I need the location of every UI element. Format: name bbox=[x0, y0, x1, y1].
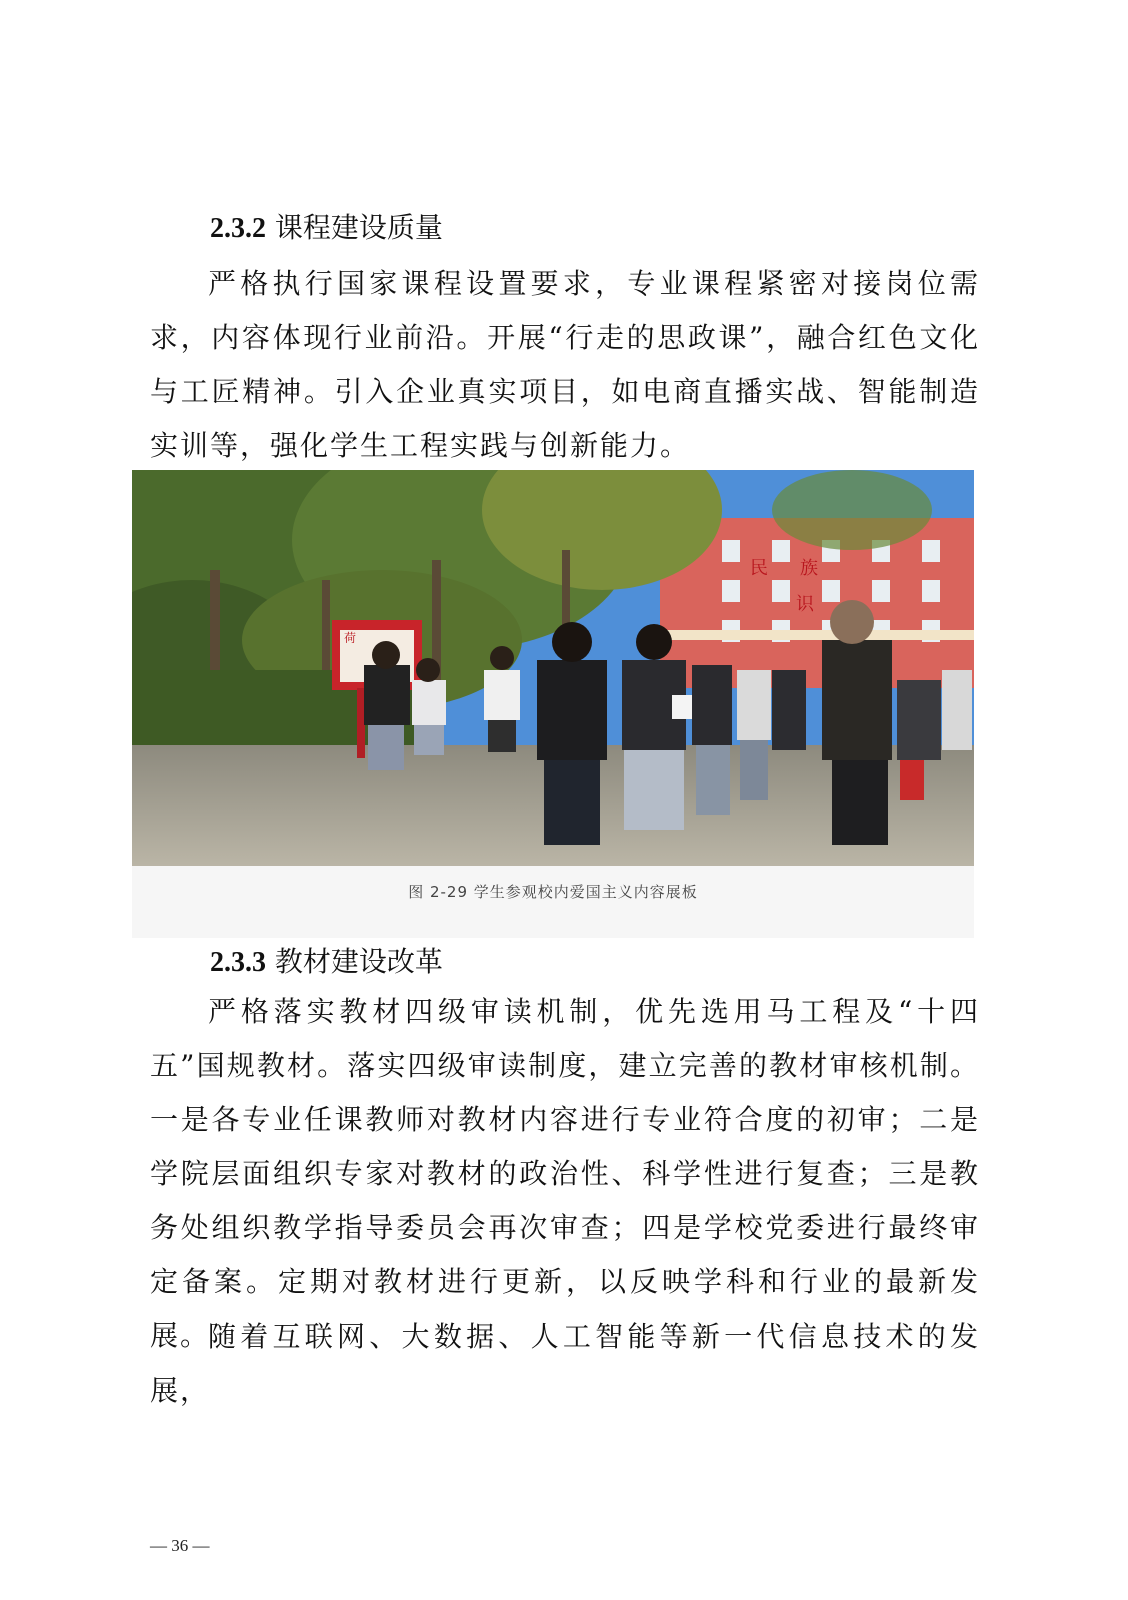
section-heading-2-3-3 bbox=[210, 942, 443, 983]
paragraph-textbook-reform: 严格落实教材四级审读机制，优先选用马工程及“十四五”国规教材。落实四级审读制度，建立完善的教材审核机制。一是各专业任课教师对教材内容进行专业符合度的初审；二是学院层面组织专家对教材的政治性、科学性进行复查；三是教务处组织教学指导委员会再次审查；四是学校党委进行最终审定备案。定期对教材进行更新，以反映学科和行业的最新发展。 bbox=[150, 995, 980, 1352]
section-number: 2.3.2 bbox=[210, 213, 266, 244]
photo-students-visiting-display-board bbox=[132, 470, 974, 866]
paragraph-it-development: 随着互联网、大数据、人工智能等新一代信息技术的发展， bbox=[150, 1320, 980, 1407]
banner-char-3: 识 bbox=[796, 594, 814, 615]
section-title: 课程建设质量 bbox=[274, 211, 443, 244]
figure-caption: 图 2-29 学生参观校内爱国主义内容展板 bbox=[408, 883, 698, 901]
figure-2-29 bbox=[132, 470, 974, 938]
banner-char-2: 族 bbox=[800, 558, 818, 579]
page-number: — 36 — bbox=[150, 1536, 210, 1555]
section-title: 教材建设改革 bbox=[274, 945, 443, 978]
paragraph-course-quality: 严格执行国家课程设置要求，专业课程紧密对接岗位需求，内容体现行业前沿。开展“行走的思政课”，融合红色文化与工匠精神。引入企业真实项目，如电商直播实战、智能制造实训等，强化学生工程实践与创新能力。 bbox=[150, 267, 980, 462]
section-number: 2.3.3 bbox=[210, 947, 266, 978]
board-char: 荷 bbox=[344, 631, 357, 645]
section-heading-2-3-2 bbox=[210, 208, 443, 249]
banner-char-1: 民 bbox=[750, 558, 768, 579]
